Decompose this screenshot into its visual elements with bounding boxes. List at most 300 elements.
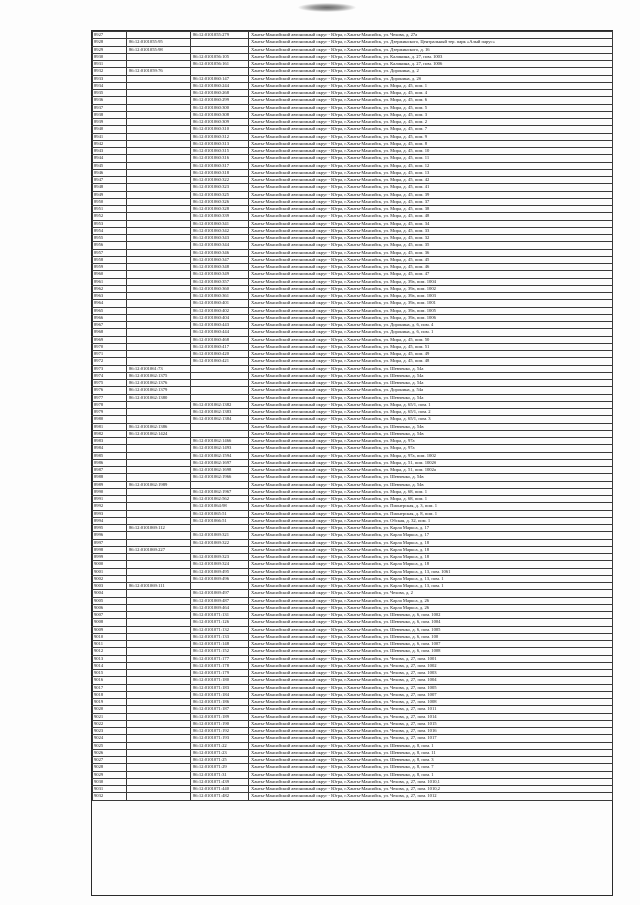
parent-cadastral-cell: 86:12:0101062:1376	[127, 380, 191, 387]
cadastral-number-cell: 86:12:0101071:440	[191, 786, 249, 793]
parent-cadastral-cell	[127, 720, 191, 727]
cadastral-number-cell	[191, 380, 249, 387]
row-number-cell: 9027	[93, 757, 127, 764]
row-number-cell: 8944	[93, 155, 127, 162]
row-number-cell: 8927	[93, 32, 127, 39]
parent-cadastral-cell	[127, 626, 191, 633]
row-number-cell: 8931	[93, 61, 127, 68]
cadastral-number-cell: 86:12:0101060:318	[191, 169, 249, 176]
row-number-cell: 8960	[93, 271, 127, 278]
table-row	[93, 300, 613, 307]
parent-cadastral-cell: 86:12:0101062:1989	[127, 481, 191, 488]
cadastral-number-cell: 86:12:0101060:323	[191, 184, 249, 191]
table-row	[93, 97, 613, 104]
row-number-cell: 8971	[93, 351, 127, 358]
table-row	[93, 220, 613, 227]
row-number-cell: 8952	[93, 213, 127, 220]
cadastral-number-cell	[191, 394, 249, 401]
table-row	[93, 343, 613, 350]
row-number-cell: 8936	[93, 97, 127, 104]
address-cell: Ханты-Мансийский автономный округ - Югра, г.Ханты-Мансийск, ул. Калинина, д. 27, пом. 1003	[249, 53, 613, 60]
table-row	[93, 633, 613, 640]
cadastral-number-cell: 86:12:0101071:178	[191, 662, 249, 669]
cadastral-number-cell: 86:12:0101069:487	[191, 597, 249, 604]
cadastral-number-cell: 86:12:0101071:22	[191, 742, 249, 749]
row-number-cell: 8947	[93, 177, 127, 184]
cadastral-number-cell: 86:12:0101060:322	[191, 177, 249, 184]
parent-cadastral-cell	[127, 757, 191, 764]
table-row	[93, 749, 613, 756]
address-cell: Ханты-Мансийский автономный округ - Югра, г.Ханты-Мансийск, ул. Обская, д. 32, пом. 1	[249, 517, 613, 524]
cadastral-number-cell	[191, 481, 249, 488]
table-row	[93, 148, 613, 155]
row-number-cell: 9029	[93, 771, 127, 778]
address-cell: Ханты-Мансийский автономный округ - Югра, г.Ханты-Мансийск, ул. Мира, д. 97а, пом. 1002	[249, 452, 613, 459]
row-number-cell: 8928	[93, 39, 127, 46]
row-number-cell: 8957	[93, 249, 127, 256]
table-row	[93, 104, 613, 111]
parent-cadastral-cell: 86:12:0101059:76	[127, 68, 191, 75]
row-number-cell: 8959	[93, 264, 127, 271]
table-row	[93, 82, 613, 89]
parent-cadastral-cell	[127, 568, 191, 575]
table-row	[93, 133, 613, 140]
table-row	[93, 430, 613, 437]
row-number-cell: 9015	[93, 670, 127, 677]
cadastral-number-cell: 86:12:0101060:402	[191, 307, 249, 314]
parent-cadastral-cell	[127, 169, 191, 176]
table-row	[93, 372, 613, 379]
address-cell: Ханты-Мансийский автономный округ - Югра, г.Ханты-Мансийск, ул. Шевченко, д. 8, пом. 1	[249, 771, 613, 778]
cadastral-number-cell: 86:12:0101060:339	[191, 213, 249, 220]
address-cell: Ханты-Мансийский автономный округ - Югра, г.Ханты-Мансийск, ул. Мира, д. 97а	[249, 438, 613, 445]
cadastral-number-cell: 86:12:0101060:360	[191, 285, 249, 292]
cadastral-number-cell: 86:12:0101071:192	[191, 728, 249, 735]
address-cell: Ханты-Мансийский автономный округ - Югра, г.Ханты-Мансийск, ул. Мира, д. 45, пом. 34	[249, 220, 613, 227]
row-number-cell: 9009	[93, 626, 127, 633]
parent-cadastral-cell: 86:12:0101062:1380	[127, 394, 191, 401]
row-number-cell: 9003	[93, 583, 127, 590]
cadastral-number-cell: 86:12:0101071:132	[191, 626, 249, 633]
table-row	[93, 401, 613, 408]
parent-cadastral-cell	[127, 742, 191, 749]
table-row	[93, 510, 613, 517]
cadastral-number-cell: 86:12:0101071:148	[191, 641, 249, 648]
table-row	[93, 757, 613, 764]
row-number-cell: 8929	[93, 46, 127, 53]
address-cell: Ханты-Мансийский автономный округ - Югра, г.Ханты-Мансийск, ул. Мира, д. 39а, пом. 1002	[249, 285, 613, 292]
parent-cadastral-cell	[127, 438, 191, 445]
address-cell: Ханты-Мансийский автономный округ - Югра, г.Ханты-Мансийск, ул. Чехова, д. 27, пом. 1016	[249, 728, 613, 735]
parent-cadastral-cell	[127, 677, 191, 684]
row-number-cell: 9018	[93, 691, 127, 698]
table-row	[93, 481, 613, 488]
parent-cadastral-cell	[127, 517, 191, 524]
table-row	[93, 46, 613, 53]
row-number-cell: 8958	[93, 256, 127, 263]
table-row	[93, 256, 613, 263]
row-number-cell: 9000	[93, 561, 127, 568]
table-row	[93, 648, 613, 655]
row-number-cell: 8980	[93, 416, 127, 423]
row-number-cell: 8969	[93, 336, 127, 343]
table-row	[93, 184, 613, 191]
row-number-cell: 8963	[93, 293, 127, 300]
table-row	[93, 126, 613, 133]
address-cell: Ханты-Мансийский автономный округ - Югра, г.Ханты-Мансийск, ул. Чехова, д. 27, пом. 1010,2	[249, 786, 613, 793]
table-row	[93, 532, 613, 539]
address-cell: Ханты-Мансийский автономный округ - Югра, г.Ханты-Мансийск, ул. Карла Маркса, д. 17	[249, 532, 613, 539]
row-number-cell: 8943	[93, 148, 127, 155]
cadastral-number-cell: 86:12:0101060:344	[191, 242, 249, 249]
cadastral-number-cell: 86:12:0101071:193	[191, 735, 249, 742]
cadastral-number-cell: 86:12:0101071:131	[191, 612, 249, 619]
cadastral-number-cell: 86:12:0101060:315	[191, 148, 249, 155]
address-cell: Ханты-Мансийский автономный округ - Югра, г.Ханты-Мансийск, ул. Мира, д. 45, пом. 46	[249, 264, 613, 271]
parent-cadastral-cell	[127, 264, 191, 271]
table-row	[93, 793, 613, 800]
table-row	[93, 39, 613, 46]
parent-cadastral-cell	[127, 278, 191, 285]
parent-cadastral-cell	[127, 619, 191, 626]
table-row	[93, 358, 613, 365]
parent-cadastral-cell: 86:12:0101055:95	[127, 39, 191, 46]
address-cell: Ханты-Мансийский автономный округ - Югра, г.Ханты-Мансийск, ул. Мира, д. 45, пом. 51	[249, 343, 613, 350]
table-row	[93, 285, 613, 292]
table-row	[93, 423, 613, 430]
row-number-cell: 8941	[93, 133, 127, 140]
parent-cadastral-cell	[127, 452, 191, 459]
address-cell: Ханты-Мансийский автономный округ - Югра, г.Ханты-Мансийск, ул. Мира, д. 45, пом. 48	[249, 213, 613, 220]
table-row	[93, 554, 613, 561]
table-row	[93, 162, 613, 169]
parent-cadastral-cell	[127, 111, 191, 118]
address-cell: Ханты-Мансийский автономный округ - Югра, г.Ханты-Мансийск, ул. Мира, д. 45, пом. 5	[249, 104, 613, 111]
address-cell: Ханты-Мансийский автономный округ - Югра, г.Ханты-Мансийск, ул. Мира, д. 45, пом. 47	[249, 271, 613, 278]
cadastral-number-cell: 86:12:0101071:186	[191, 699, 249, 706]
cadastral-number-cell: 86:12:0101060:401	[191, 300, 249, 307]
row-number-cell: 8954	[93, 227, 127, 234]
row-number-cell: 8955	[93, 235, 127, 242]
cadastral-number-cell: 86:12:0101062:1384	[191, 416, 249, 423]
address-cell: Ханты-Мансийский автономный округ - Югра, г.Ханты-Мансийск, ул. Чехова, д. 27, пом. 1003	[249, 670, 613, 677]
table-row	[93, 75, 613, 82]
cadastral-number-cell: 86:12:0101055:279	[191, 32, 249, 39]
address-cell: Ханты-Мансийский автономный округ - Югра, г.Ханты-Мансийск, ул. Доронина, д. 2б	[249, 75, 613, 82]
row-number-cell: 9010	[93, 633, 127, 640]
address-cell: Ханты-Мансийский автономный округ - Югра, г.Ханты-Мансийск, ул. Мира, д. 45, пом. 45	[249, 256, 613, 263]
table-row	[93, 61, 613, 68]
address-cell: Ханты-Мансийский автономный округ - Югра, г.Ханты-Мансийск, ул. Мира, д. 45, пом. 1	[249, 82, 613, 89]
cadastral-number-cell: 86:12:0101062:1698	[191, 467, 249, 474]
cadastral-number-cell	[191, 423, 249, 430]
cadastral-number-cell: 86:12:0101071:31	[191, 771, 249, 778]
address-cell: Ханты-Мансийский автономный округ - Югра, г.Ханты-Мансийск, ул. Карла Маркса, д. 13, пом. 1	[249, 583, 613, 590]
parent-cadastral-cell	[127, 256, 191, 263]
cadastral-number-cell: 86:12:0101060:316	[191, 155, 249, 162]
row-number-cell: 9019	[93, 699, 127, 706]
address-cell: Ханты-Мансийский автономный округ - Югра, г.Ханты-Мансийск, ул. Чехова, д. 27, пом. 1014	[249, 713, 613, 720]
row-number-cell: 9011	[93, 641, 127, 648]
parent-cadastral-cell	[127, 604, 191, 611]
cadastral-number-cell: 86:12:0101060:443	[191, 322, 249, 329]
table-row	[93, 336, 613, 343]
address-cell: Ханты-Мансийский автономный округ - Югра, г.Ханты-Мансийск, ул. Шевченко, д. 54в	[249, 474, 613, 481]
table-row	[93, 778, 613, 785]
row-number-cell: 8938	[93, 111, 127, 118]
parent-cadastral-cell	[127, 249, 191, 256]
row-number-cell: 9026	[93, 749, 127, 756]
row-number-cell: 8977	[93, 394, 127, 401]
row-number-cell: 8968	[93, 329, 127, 336]
parent-cadastral-cell	[127, 220, 191, 227]
parent-cadastral-cell	[127, 32, 191, 39]
row-number-cell: 8966	[93, 314, 127, 321]
row-number-cell: 8940	[93, 126, 127, 133]
parent-cadastral-cell	[127, 488, 191, 495]
parent-cadastral-cell	[127, 329, 191, 336]
cadastral-number-cell: 86:12:0101071:180	[191, 677, 249, 684]
cadastral-number-cell: 86:12:0101064:98	[191, 503, 249, 510]
table-row	[93, 684, 613, 691]
row-number-cell: 9013	[93, 655, 127, 662]
address-cell: Ханты-Мансийский автономный округ - Югра, г.Ханты-Мансийск, ул. Шевченко, д. 6, пом. 1007	[249, 641, 613, 648]
table-row	[93, 32, 613, 39]
parent-cadastral-cell	[127, 684, 191, 691]
row-number-cell: 8962	[93, 285, 127, 292]
address-cell: Ханты-Мансийский автономный округ - Югра, г.Ханты-Мансийск, ул. Шевченко, д. 8, пом. 1	[249, 742, 613, 749]
cadastral-number-cell	[191, 372, 249, 379]
register-table-frame	[91, 30, 613, 896]
row-number-cell: 8972	[93, 358, 127, 365]
address-cell: Ханты-Мансийский автономный округ - Югра, г.Ханты-Мансийск, ул. Карла Маркса, д. 17	[249, 525, 613, 532]
row-number-cell: 9002	[93, 575, 127, 582]
row-number-cell: 8982	[93, 430, 127, 437]
row-number-cell: 8970	[93, 343, 127, 350]
address-cell: Ханты-Мансийский автономный округ - Югра, г.Ханты-Мансийск, ул. Мира, д. 45, пом. 2	[249, 119, 613, 126]
address-cell: Ханты-Мансийский автономный округ - Югра, г.Ханты-Мансийск, ул. Мира, д. 45, пом. 38	[249, 206, 613, 213]
row-number-cell: 8965	[93, 307, 127, 314]
row-number-cell: 8999	[93, 554, 127, 561]
address-cell: Ханты-Мансийский автономный округ - Югра, г.Ханты-Мансийск, ул. Шевченко, д. 8, пом. 7	[249, 764, 613, 771]
parent-cadastral-cell	[127, 445, 191, 452]
address-cell: Ханты-Мансийский автономный округ - Югра, г.Ханты-Мансийск, ул. Мира, д. 45, пом. 33	[249, 227, 613, 234]
cadastral-number-cell: 86:12:0101060:361	[191, 293, 249, 300]
table-row	[93, 691, 613, 698]
address-cell: Ханты-Мансийский автономный округ - Югра, г.Ханты-Мансийск, ул. Шевченко, д. 8, пом. 11	[249, 749, 613, 756]
cadastral-number-cell	[191, 365, 249, 372]
parent-cadastral-cell	[127, 409, 191, 416]
parent-cadastral-cell	[127, 503, 191, 510]
address-cell: Ханты-Мансийский автономный округ - Югра, г.Ханты-Мансийск, ул. Карла Маркса, д. 18	[249, 561, 613, 568]
parent-cadastral-cell	[127, 53, 191, 60]
cadastral-number-cell: 86:12:0101060:309	[191, 119, 249, 126]
parent-cadastral-cell	[127, 184, 191, 191]
table-row	[93, 575, 613, 582]
table-row	[93, 111, 613, 118]
table-row	[93, 271, 613, 278]
table-row	[93, 641, 613, 648]
address-cell: Ханты-Мансийский автономный округ - Югра, г.Ханты-Мансийск, ул. Чехова, д. 27, пом. 1002	[249, 662, 613, 669]
row-number-cell: 9014	[93, 662, 127, 669]
address-cell: Ханты-Мансийский автономный округ - Югра, г.Ханты-Мансийск, ул. Калинина, д. 27, пом. 1006	[249, 61, 613, 68]
address-cell: Ханты-Мансийский автономный округ - Югра, г.Ханты-Мансийск, ул. Шевченко, д. 54а	[249, 394, 613, 401]
table-row	[93, 387, 613, 394]
parent-cadastral-cell	[127, 61, 191, 68]
address-cell: Ханты-Мансийский автономный округ - Югра, г.Ханты-Мансийск, ул. Мира, д. 51, пом. 1002а	[249, 467, 613, 474]
table-row	[93, 90, 613, 97]
cadastral-number-cell: 86:12:0101069:322	[191, 539, 249, 546]
table-row	[93, 525, 613, 532]
parent-cadastral-cell	[127, 575, 191, 582]
address-cell: Ханты-Мансийский автономный округ - Югра, г.Ханты-Мансийск, ул. Мира, д. 45, пом. 7	[249, 126, 613, 133]
address-cell: Ханты-Мансийский автономный округ - Югра, г.Ханты-Мансийск, ул. Чехова, д. 27, пом. 1007	[249, 691, 613, 698]
address-cell: Ханты-Мансийский автономный округ - Югра, г.Ханты-Мансийск, ул. Мира, д. 97а	[249, 445, 613, 452]
cadastral-number-cell	[191, 525, 249, 532]
row-number-cell: 8992	[93, 503, 127, 510]
address-cell: Ханты-Мансийский автономный округ - Югра, г.Ханты-Мансийск, ул. Мира, д. 39а, пом. 1004	[249, 278, 613, 285]
address-cell: Ханты-Мансийский автономный округ - Югра, г.Ханты-Мансийск, ул. Карла Маркса, д. 18	[249, 554, 613, 561]
table-row	[93, 409, 613, 416]
parent-cadastral-cell: 86:12:0101061:73	[127, 365, 191, 372]
address-cell: Ханты-Мансийский автономный округ - Югра, г.Ханты-Мансийск, ул. Мира, д. 45, пом. 39	[249, 191, 613, 198]
address-cell: Ханты-Мансийский автономный округ - Югра, г.Ханты-Мансийск, ул. Мира, д. 45, пом. 9	[249, 133, 613, 140]
parent-cadastral-cell	[127, 227, 191, 234]
cadastral-number-cell: 86:12:0101071:23	[191, 749, 249, 756]
table-row	[93, 568, 613, 575]
row-number-cell: 9004	[93, 590, 127, 597]
table-row	[93, 546, 613, 553]
parent-cadastral-cell	[127, 104, 191, 111]
table-row	[93, 771, 613, 778]
cadastral-number-cell: 86:12:0101060:325	[191, 191, 249, 198]
cadastral-number-cell: 86:12:0101060:346	[191, 249, 249, 256]
row-number-cell: 8976	[93, 387, 127, 394]
address-cell: Ханты-Мансийский автономный округ - Югра, г.Ханты-Мансийск, ул. Карла Маркса, д. 18	[249, 546, 613, 553]
address-cell: Ханты-Мансийский автономный округ - Югра, г.Ханты-Мансийск, ул. Мира, д. 39а, пом. 1006	[249, 314, 613, 321]
address-cell: Ханты-Мансийский автономный округ - Югра, г.Ханты-Мансийск, ул. Шевченко, д. 6, пом. 100	[249, 633, 613, 640]
address-cell: Ханты-Мансийский автономный округ - Югра, г.Ханты-Мансийск, ул. Мира, д. 45, пом. 11	[249, 155, 613, 162]
cadastral-number-cell: 86:12:0101060:326	[191, 198, 249, 205]
parent-cadastral-cell	[127, 206, 191, 213]
cadastral-number-cell: 86:12:0101060:341	[191, 220, 249, 227]
cadastral-number-cell: 86:12:0101062:1697	[191, 459, 249, 466]
row-number-cell: 9006	[93, 604, 127, 611]
row-number-cell: 8989	[93, 481, 127, 488]
row-number-cell: 8948	[93, 184, 127, 191]
address-cell: Ханты-Мансийский автономный округ - Югра, г.Ханты-Мансийск, ул. Чехова, д. 27, пом. 1012	[249, 793, 613, 800]
table-row	[93, 503, 613, 510]
cadastral-number-cell: 86:12:0101060:244	[191, 82, 249, 89]
cadastral-number-cell: 86:12:0101071:133	[191, 633, 249, 640]
address-cell: Ханты-Мансийский автономный округ - Югра, г.Ханты-Мансийск, ул. Шевченко, д. 54а	[249, 372, 613, 379]
table-row	[93, 720, 613, 727]
parent-cadastral-cell	[127, 771, 191, 778]
table-row	[93, 619, 613, 626]
table-row	[93, 249, 613, 256]
table-row	[93, 474, 613, 481]
parent-cadastral-cell	[127, 198, 191, 205]
row-number-cell: 8930	[93, 53, 127, 60]
parent-cadastral-cell	[127, 539, 191, 546]
cadastral-number-cell	[191, 583, 249, 590]
row-number-cell: 8997	[93, 539, 127, 546]
row-number-cell: 9030	[93, 778, 127, 785]
address-cell: Ханты-Мансийский автономный округ - Югра, г.Ханты-Мансийск, ул. Мира, д. 45, пом. 49	[249, 351, 613, 358]
cadastral-number-cell	[191, 387, 249, 394]
row-number-cell: 8986	[93, 459, 127, 466]
row-number-cell: 8932	[93, 68, 127, 75]
cadastral-number-cell	[191, 546, 249, 553]
cadastral-number-cell: 86:12:0101056:105	[191, 53, 249, 60]
cadastral-number-cell: 86:12:0101060:300	[191, 104, 249, 111]
parent-cadastral-cell	[127, 242, 191, 249]
table-row	[93, 191, 613, 198]
table-row	[93, 206, 613, 213]
row-number-cell: 9012	[93, 648, 127, 655]
cadastral-number-cell: 86:12:0101062:1594	[191, 452, 249, 459]
address-cell: Ханты-Мансийский автономный округ - Югра, г.Ханты-Мансийск, ул. Мира, д. 39а, пом. 1005	[249, 307, 613, 314]
table-row	[93, 322, 613, 329]
cadastral-number-cell: 86:12:0101071:189	[191, 713, 249, 720]
parent-cadastral-cell	[127, 764, 191, 771]
address-cell: Ханты-Мансийский автономный округ - Югра, г.Ханты-Мансийск, ул. Чехова, д. 27, пом. 1005	[249, 684, 613, 691]
row-number-cell: 9031	[93, 786, 127, 793]
address-cell: Ханты-Мансийский автономный округ - Югра, г.Ханты-Мансийск, ул. Мира, д. 39а, пом. 1003	[249, 293, 613, 300]
cadastral-number-cell: 86:12:0101071:183	[191, 684, 249, 691]
parent-cadastral-cell	[127, 75, 191, 82]
cadastral-number-cell	[191, 46, 249, 53]
row-number-cell: 9016	[93, 677, 127, 684]
address-cell: Ханты-Мансийский автономный округ - Югра, г.Ханты-Мансийск, ул. Мира, д. 45, пом. 48	[249, 358, 613, 365]
address-cell: Ханты-Мансийский автономный округ - Югра, г.Ханты-Мансийск, ул. Мира, д. 45, пом. 8	[249, 140, 613, 147]
parent-cadastral-cell	[127, 351, 191, 358]
parent-cadastral-cell	[127, 728, 191, 735]
address-cell: Ханты-Мансийский автономный округ - Югра, г.Ханты-Мансийск, ул. Чехова, д. 27, пом. 1010,1	[249, 778, 613, 785]
address-cell: Ханты-Мансийский автономный округ - Югра, г.Ханты-Мансийск, ул. Карла Маркса, д. 13, пом. 1061	[249, 568, 613, 575]
cadastral-number-cell: 86:12:0101060:313	[191, 140, 249, 147]
parent-cadastral-cell	[127, 322, 191, 329]
row-number-cell: 8991	[93, 496, 127, 503]
cadastral-number-cell: 86:12:0101056:161	[191, 61, 249, 68]
parent-cadastral-cell	[127, 590, 191, 597]
table-row	[93, 699, 613, 706]
address-cell: Ханты-Мансийский автономный округ - Югра, г.Ханты-Мансийск, ул. Доронина, д. 54а	[249, 387, 613, 394]
row-number-cell: 9032	[93, 793, 127, 800]
table-row	[93, 742, 613, 749]
row-number-cell: 8990	[93, 488, 127, 495]
table-row	[93, 445, 613, 452]
parent-cadastral-cell	[127, 358, 191, 365]
table-row	[93, 394, 613, 401]
row-number-cell: 8956	[93, 242, 127, 249]
table-row	[93, 293, 613, 300]
parent-cadastral-cell	[127, 793, 191, 800]
table-row	[93, 235, 613, 242]
cadastral-number-cell: 86:12:0101062:1466	[191, 438, 249, 445]
parent-cadastral-cell	[127, 416, 191, 423]
address-cell: Ханты-Мансийский автономный округ - Югра, г.Ханты-Мансийск, ул. Мира, д. 45, пом. 50	[249, 336, 613, 343]
parent-cadastral-cell	[127, 735, 191, 742]
row-number-cell: 8934	[93, 82, 127, 89]
parent-cadastral-cell	[127, 285, 191, 292]
cadastral-number-cell: 86:12:0101060:348	[191, 264, 249, 271]
row-number-cell: 8993	[93, 510, 127, 517]
parent-cadastral-cell: 86:12:0101055:98	[127, 46, 191, 53]
address-cell: Ханты-Мансийский автономный округ - Югра, г.Ханты-Мансийск, ул. Мира, д. 45, пом. 36	[249, 249, 613, 256]
parent-cadastral-cell	[127, 155, 191, 162]
row-number-cell: 8985	[93, 452, 127, 459]
